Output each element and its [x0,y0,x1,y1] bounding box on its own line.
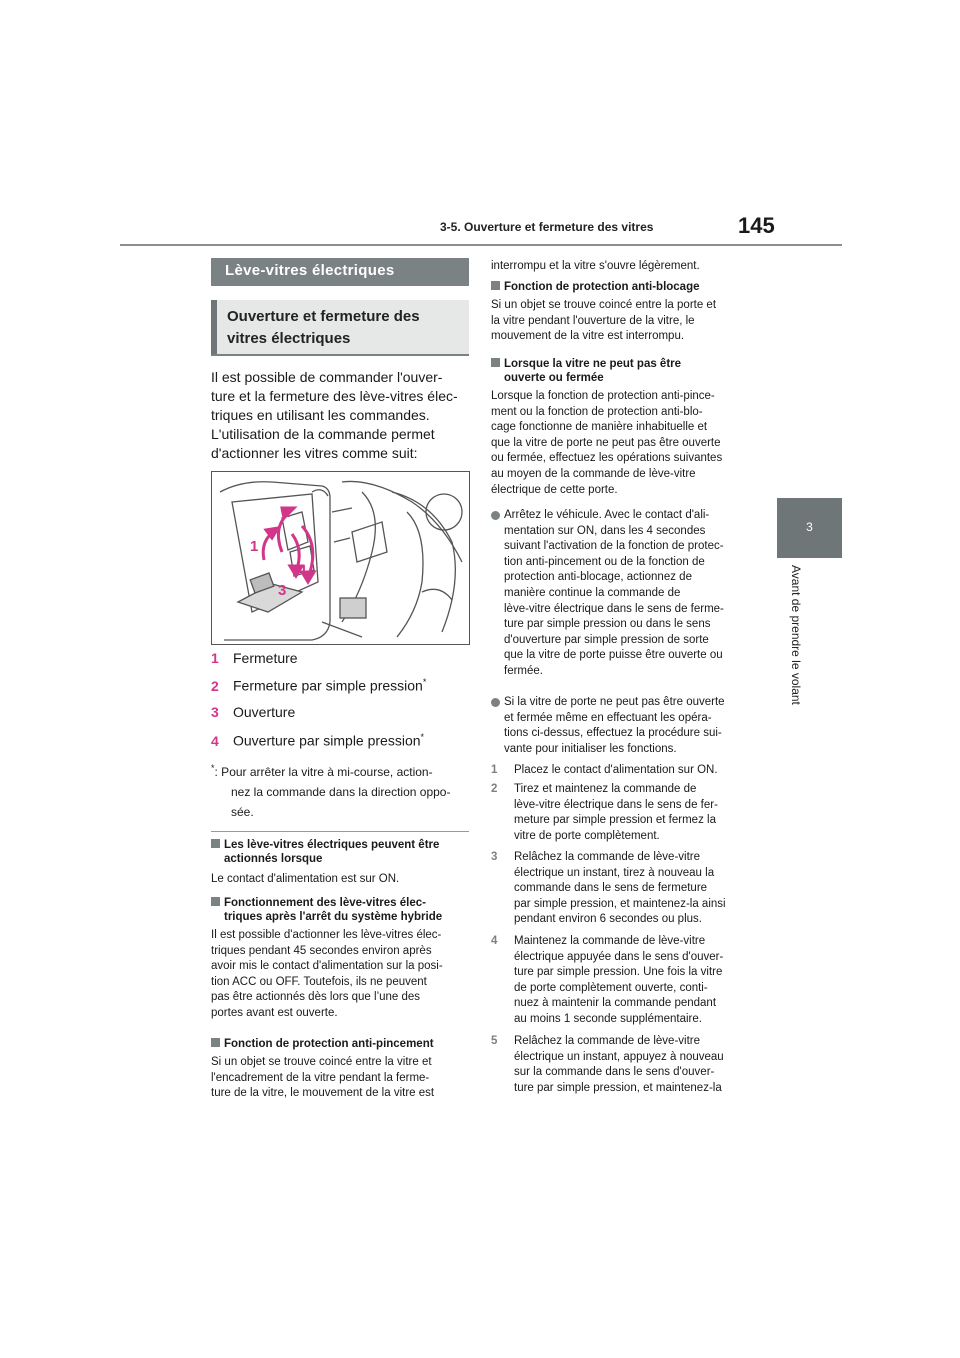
footnote [211,758,473,822]
body-line: ment ou la fonction de protection anti-blo- [491,405,703,418]
body-line: Lorsque la fonction de protection anti-pince- [491,390,715,402]
step-number: 5 [491,1035,498,1047]
body-line: électrique de cette porte. [491,483,618,496]
body-line: ture par simple pression, et maintenez-la [514,1081,722,1094]
info-section-title [211,838,473,866]
legend-number: 3 [211,704,219,720]
square-bullet-icon [211,1038,220,1047]
illustration-svg [212,472,469,644]
procedure-step [491,850,755,928]
body-line: ou fermée, effectuez les opérations suivantes [491,452,723,465]
info-section-body [211,872,473,888]
chapter-number: 3 [806,520,813,534]
title-line: actionnés lorsque [224,853,323,865]
title-line: Les lève-vitres électriques peuvent être [224,839,440,851]
heading-level2-text [211,300,469,350]
procedure-step [491,934,755,1028]
legend-number: 4 [211,732,219,749]
info-section [491,357,755,498]
legend-number: 1 [211,650,219,666]
legend-text: Ouverture par simple pression [233,732,421,749]
legend-text: Fermeture [233,650,298,666]
info-section-title [211,1037,473,1051]
body-line: électrique un instant, tirez à nouveau la [514,866,715,879]
body-line: Relâchez la commande de lève-vitre [514,1035,701,1047]
title-line: ouverte ou fermée [504,372,604,384]
page-number: 145 [738,213,775,238]
body-line: mouvement de la vitre est interrompu. [491,330,685,343]
square-bullet-icon [211,897,220,906]
title-line: Fonction de protection anti-pincement [224,1038,434,1050]
step-number: 2 [491,783,498,795]
body-line: par simple pression, et maintenez-la ainsi [514,897,726,910]
intro-line: ture et la fermeture des lève-vitres élec- [211,388,458,404]
footnote-line: nez la commande dans la direction oppo- [231,785,451,799]
info-section [211,838,473,888]
callout-2: 2 [282,504,291,521]
body-line: cage fonctionne de manière inhabituelle et [491,421,708,434]
procedure-step [491,782,755,844]
header-rule [120,244,842,246]
body-line: Si un objet se trouve coincé entre la vitre et [211,1056,432,1068]
heading-level2-line: vitres électriques [227,330,351,347]
body-line: commande dans le sens de fermeture [514,882,708,895]
footnote-line [211,758,473,782]
body-line: suivant l'activation de la fonction de protec- [504,540,724,553]
square-bullet-icon [491,358,500,367]
square-bullet-icon [491,281,500,290]
legend-star: * [420,732,425,742]
procedure-step [491,1034,755,1096]
body-line: Tirez et maintenez la commande de [514,783,697,795]
body-line: vitre de porte complètement. [514,829,660,842]
callout-3: 3 [278,582,287,599]
body-line: nuez à maintenir la commande pendant [514,997,717,1010]
body-line: tion ACC ou OFF. Toutefois, ils ne peuvent [211,975,427,988]
heading-level2 [211,300,469,356]
body-line: Maintenez la commande de lève-vitre [514,935,706,947]
body-line: l'encadrement de la vitre pendant la ferme- [211,1071,430,1084]
heading-level1 [211,258,469,286]
body-line: de porte complètement ouverte, conti- [514,981,708,994]
intro-line: triques en utilisant les commandes. [211,407,430,423]
body-line: sur la commande dans le sens d'ouver- [514,1066,715,1079]
info-section-body [491,389,755,498]
legend-text: Ouverture [233,704,296,720]
body-line: ture par simple pression. Une fois la vitre [514,966,723,979]
body-line: tion anti-pincement ou de la fonction de [504,555,705,568]
info-section-body [491,298,755,345]
info-section-title [211,896,473,924]
intro-line: L'utilisation de la commande permet [211,426,435,442]
intro-paragraph [211,368,473,463]
body-line: Le contact d'alimentation est sur ON. [211,873,400,885]
chapter-label: Avant de prendre le volant [789,565,803,705]
procedure-step [491,763,755,779]
heading-accent-bar [211,300,217,354]
body-line: électrique un instant, appuyez à nouveau [514,1050,724,1063]
body-line: d'ouverture par simple pression de sorte [504,633,709,646]
legend-star: * [422,677,427,687]
step-number: 1 [491,764,498,776]
body-line: manière continue la commande de [504,586,681,599]
body-line: meture par simple pression et fermez la [514,814,716,827]
body-line: lève-vitre électrique dans le sens de ferme- [504,602,724,615]
body-line: Relâchez la commande de lève-vitre [514,851,701,863]
body-line: tions ci-dessus, effectuez la procédure sui- [504,727,722,740]
round-bullet-icon [491,698,500,707]
info-section-body [211,1055,473,1102]
body-line: fermée. [504,664,543,677]
callout-1: 1 [250,538,259,555]
body-line: protection anti-blocage, actionnez de [504,571,692,584]
legend-item [211,704,295,720]
chapter-tab [777,498,842,558]
body-line: que la vitre de porte ne peut pas être ouverte [491,436,721,449]
legend-item [211,650,298,666]
body-line: au moins 1 seconde supplémentaire. [514,1012,702,1025]
heading-level2-line: Ouverture et fermeture des [227,308,420,325]
heading-level1-text: Lève-vitres électriques [225,262,395,279]
intro-line: d'actionner les vitres comme suit: [211,445,418,461]
body-line: Arrêtez le véhicule. Avec le contact d'ali- [504,509,710,521]
body-line: avoir mis le contact d'alimentation sur la posi- [211,960,443,973]
legend-text: Fermeture par simple pression [233,677,423,694]
body-line: électrique appuyée dans le sens d'ouver- [514,950,724,963]
body-line: Si la vitre de porte ne peut pas être ouverte [504,696,725,708]
legend-item [211,677,426,694]
body-line: Si un objet se trouve coincé entre la porte et [491,299,717,311]
body-line: que la vitre de porte puisse être ouverte ou [504,649,723,662]
bullet-item [491,695,755,757]
info-section-title [491,280,755,294]
intro-line: Il est possible de commander l'ouver- [211,369,443,385]
title-line: Fonctionnement des lève-vitres élec- [224,897,426,909]
continuation-text: interrompu et la vitre s'ouvre légèrement. [491,260,700,272]
bullet-item [491,508,755,680]
body-line: portes avant est ouverte. [211,1006,338,1019]
legend-item [211,732,424,749]
section-separator [211,831,469,832]
body-line: pendant environ 6 secondes ou plus. [514,913,702,926]
title-line: Fonction de protection anti-blocage [504,281,700,293]
power-window-switch-illustration [211,471,470,645]
callout-4: 4 [298,562,307,579]
body-line: Il est possible d'actionner les lève-vitres élec- [211,929,442,941]
body-line: pas être actionnés dès lors que l’une des [211,991,421,1004]
legend-number: 2 [211,677,219,694]
body-line: mentation sur ON, dans les 4 secondes [504,524,706,537]
round-bullet-icon [491,511,500,520]
footnote-marker: * [211,763,215,773]
body-line: lève-vitre électrique dans le sens de fer- [514,798,718,811]
body-line: et fermée même en effectuant les opéra- [504,711,712,724]
body-line: la vitre pendant l'ouverture de la vitre, le [491,314,695,327]
square-bullet-icon [211,839,220,848]
info-section-body [211,928,473,1022]
info-section-title [491,357,755,385]
body-line: vante pour initialiser les fonctions. [504,742,677,755]
step-number: 4 [491,935,498,947]
title-line: Lorsque la vitre ne peut pas être [504,358,682,370]
body-line: triques pendant 45 secondes environ après [211,944,432,957]
info-section [211,1037,473,1102]
body-line: ture de la vitre, le mouvement de la vitre est [211,1087,435,1100]
step-number: 3 [491,851,498,863]
info-section [491,280,755,345]
footnote-text: : Pour arrêter la vitre à mi-course, action- [214,765,433,779]
title-line: triques après l'arrêt du système hybride [224,911,443,923]
footnote-line: sée. [231,805,254,819]
body-line: au moyen de la commande de lève-vitre [491,467,696,480]
info-section [211,896,473,1022]
body-line: Placez le contact d'alimentation sur ON. [514,764,718,776]
body-line: ture par simple pression ou dans le sens [504,618,711,631]
section-title: 3-5. Ouverture et fermeture des vitres [440,220,654,234]
